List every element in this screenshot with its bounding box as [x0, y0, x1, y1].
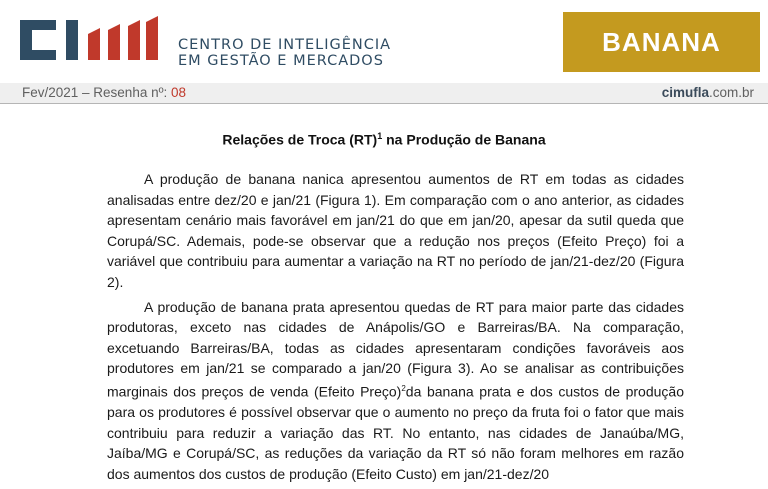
page-header [0, 0, 768, 80]
footnote-ref-2[interactable]: 2 [401, 383, 406, 393]
title-text: Relações de Troca (RT) [222, 131, 378, 148]
site-link[interactable] [662, 85, 754, 100]
paragraph-prata [107, 297, 684, 485]
issue-info [22, 85, 186, 100]
document-title [0, 131, 768, 148]
commodity-badge: BANANA [563, 12, 760, 72]
title-text-rest: na Produção de Banana [382, 131, 546, 148]
org-line-2: EM GESTÃO E MERCADOS [178, 53, 384, 69]
paragraph-nanica: A produção de banana nanica apresentou aumentos de RT em todas as cidades analisadas entre dez/20 e jan/21 (Figura 1). Em comparação com o ano anterior, as cidades apresentam cenário mais favorável em jan/21 do que em jan/20, apesar da sutil queda que Corupá/SC. Ademais, pode-se observar que a redução nos preços (Efeito Preço) foi a variável que contribuiu para aumentar a variação na RT no período de jan/21-dez/20 (Figura 2). [107, 171, 684, 290]
site-domain: .com.br [708, 85, 754, 100]
title-footnote-ref[interactable]: 1 [377, 131, 383, 141]
cim-logo [18, 14, 168, 66]
issue-number: 08 [171, 85, 187, 100]
organization-name [178, 37, 391, 69]
document-body [107, 169, 684, 489]
org-line-1: CENTRO DE INTELIGÊNCIA [178, 37, 392, 53]
paragraph-prata-part2: da banana prata e dos custos de produção para os produtores é possível observar que o aumento no preço da fruta foi o fator que mais contribuiu para reduzir a variação das RT. No entanto, nas cidades de Janaúba/MG, Jaíba/MG e Corupá/SC, as reduções da variação da RT só não foram melhores em razão dos aumentos dos custos de produção (Efeito Custo) em jan/21-dez/20 [107, 383, 684, 482]
issue-date-label: Fev/2021 – Resenha nº: [22, 85, 168, 100]
site-name: cimufla [661, 85, 709, 100]
meta-bar [0, 83, 768, 104]
paragraph-prata-part1: A produção de banana prata apresentou quedas de RT para maior parte das cidades produtoras, exceto nas cidades de Anápolis/GO e Barreiras/BA. Na comparação, excetuando Barreiras/BA, todas as cidades apresentaram condições favoráveis aos produtores em jan/21 se comparado a jan/20 (Figura 3). Ao se analisar as contribuições marginais dos preços de venda (Efeito Preço) [107, 298, 684, 400]
